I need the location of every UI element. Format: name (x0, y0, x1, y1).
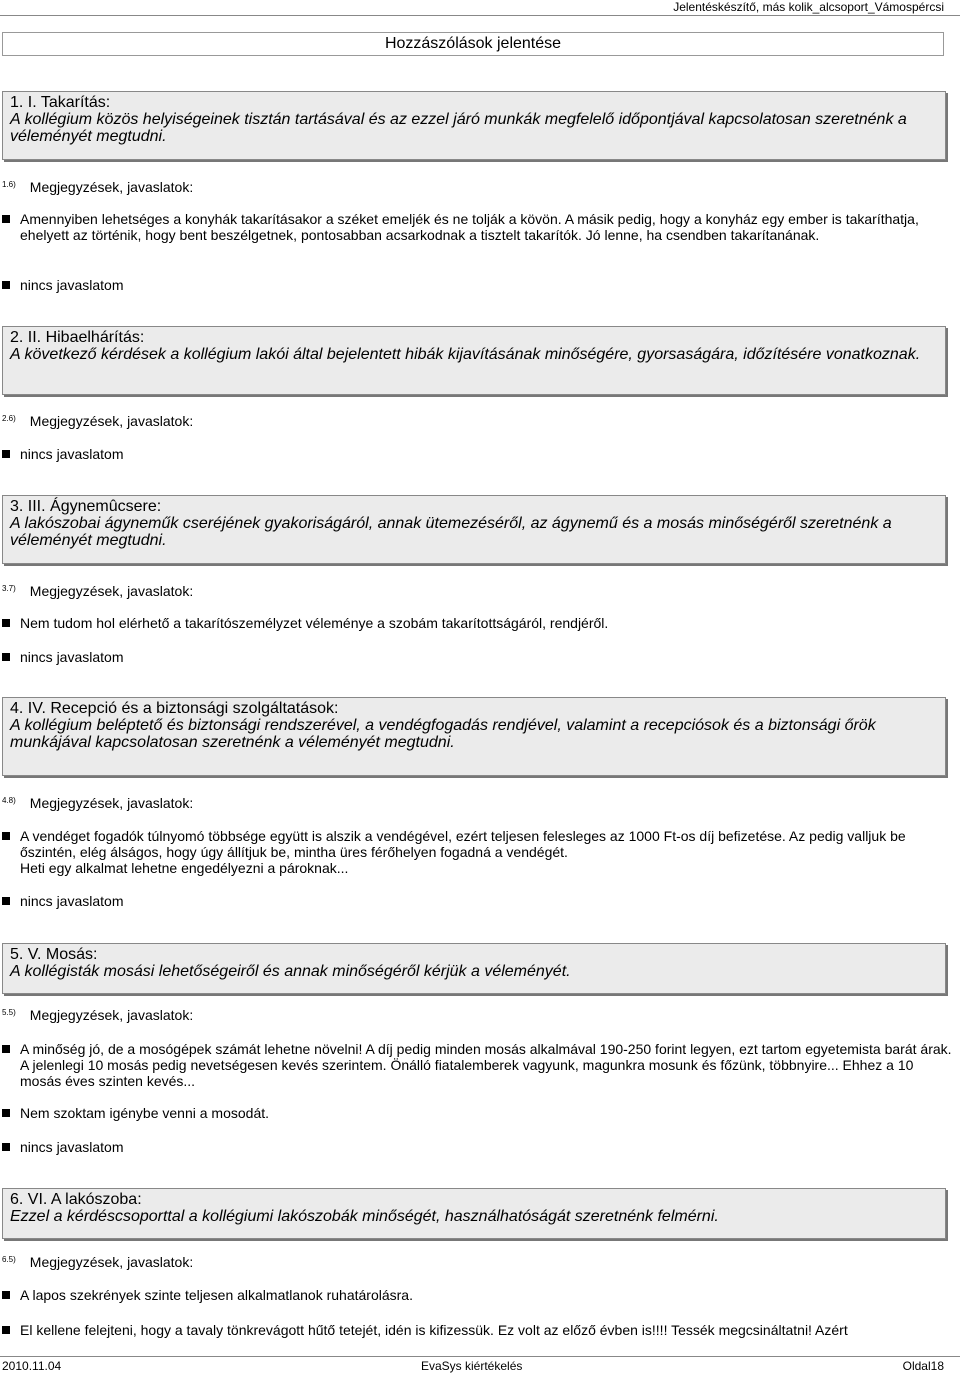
comment-text: nincs javaslatom (20, 893, 124, 909)
comment-text-part: Amennyiben lehetséges a konyhák takarításakor a széket emeljék és ne tolják a kövön. (20, 211, 562, 227)
comment-item (2, 1139, 957, 1155)
bullet-icon (2, 450, 10, 458)
bullet-icon (2, 832, 10, 840)
comment-item (2, 615, 957, 631)
bullet-icon (2, 1143, 10, 1151)
question-label-text: Megjegyzések, javaslatok: (29, 583, 194, 599)
section-description: A következő kérdések a kollégium lakói által bejelentett hibák kijavításának minőségére, gyorsaságára, időzítésére vonatkoznak. (10, 346, 921, 363)
footer-center: EvaSys kiértékelés (421, 1359, 523, 1373)
question-label (2, 1254, 193, 1270)
question-number: 5.5) (2, 1008, 16, 1017)
question-label-text: Megjegyzések, javaslatok: (29, 1007, 194, 1023)
question-label (2, 179, 193, 195)
question-number: 3.7) (2, 584, 16, 593)
section-description: A kollégium beléptető és biztonsági rendszerével, a vendégfogadás rendjével, valamint a recepciósok és a biztonsági őrök munkájával kapcsolatosan szeretnénk a véleményét megtudni. (10, 717, 876, 751)
section-description: A kollégium közös helyiségeinek tisztán tartásával és az ezzel járó munkák megfelelő időpontjával kapcsolatosan szeretnénk a véleményét megtudni. (10, 111, 907, 145)
comment-item (2, 1041, 957, 1089)
comment-item (2, 211, 957, 243)
bullet-icon (2, 653, 10, 661)
question-label-text: Megjegyzések, javaslatok: (29, 1254, 194, 1270)
comment-text: nincs javaslatom (20, 649, 124, 665)
question-number: 1.6) (2, 180, 16, 189)
section-title: 5. V. Mosás: (10, 946, 98, 963)
section-box-2 (2, 326, 946, 395)
comment-item (2, 649, 957, 665)
question-label-text: Megjegyzések, javaslatok: (29, 413, 194, 429)
header-divider (0, 15, 960, 16)
comment-text: A vendéget fogadók túlnyomó többsége együtt is alszik a vendégével, ezért teljesen felesleges az 1000 Ft-os díj befizetése. Az pedig valljuk be őszintén, elég álságos, hogy úgy állítjuk be, mintha üres férőhelyen fogadná a vendégét. Heti egy alkalmat lehetne engedélyezni a pároknak... (20, 828, 906, 876)
bullet-icon (2, 1326, 10, 1334)
section-description: A kollégisták mosási lehetőségeiről és annak minőségéről kérjük a véleményét. (10, 963, 571, 980)
comment-item (2, 1105, 957, 1121)
question-label (2, 1007, 193, 1023)
comment-text: Nem tudom hol elérhető a takarítószemélyzet véleménye a szobám takarítottságáról, rendjéről. (20, 615, 609, 631)
section-title: 4. IV. Recepció és a biztonsági szolgáltatások: (10, 700, 339, 717)
comment-text-part: A másik pedig, hogy a konyház egy ember is takaríthatja, ehelyett az történik, hogy bent beszélgetnek, pontosabban acsarkodnak a tisztelt takarítók. Jó lenne, ha csendben takarítanának. (20, 211, 923, 243)
section-title: 3. III. Ágynemûcsere: (10, 498, 162, 515)
question-number: 2.6) (2, 414, 16, 423)
section-box-3 (2, 495, 946, 564)
comment-item (2, 828, 957, 876)
comment-text: A lapos szekrények szinte teljesen alkalmatlanok ruhatárolásra. (20, 1287, 413, 1303)
footer-divider (0, 1356, 960, 1357)
section-title: 1. I. Takarítás: (10, 94, 111, 111)
question-label-text: Megjegyzések, javaslatok: (29, 795, 194, 811)
section-title: 6. VI. A lakószoba: (10, 1191, 142, 1208)
footer-page: Oldal18 (902, 1359, 944, 1373)
comment-text (20, 211, 957, 243)
question-label (2, 413, 193, 429)
comment-item (2, 893, 957, 909)
question-number: 4.8) (2, 796, 16, 805)
section-box-1 (2, 91, 946, 160)
section-box-4 (2, 697, 946, 776)
bullet-icon (2, 619, 10, 627)
header-right-text: Jelentéskészítő, más kolik_alcsoport_Vámospércsi (673, 0, 944, 14)
bullet-icon (2, 1291, 10, 1299)
comment-text: nincs javaslatom (20, 1139, 124, 1155)
section-box-6 (2, 1188, 946, 1239)
comment-text: El kellene felejteni, hogy a tavaly tönkrevágott hűtő tetejét, idén is kifizessük. Ez volt az előző évben is!!!! Tessék megcsináltatni! Azért (20, 1322, 848, 1338)
section-description: A lakószobai ágyneműk cseréjének gyakoriságáról, annak ütemezéséről, az ágynemű és a mosás minőségéről szeretnénk a véleményét megtudni. (10, 515, 892, 549)
question-number: 6.5) (2, 1255, 16, 1264)
comment-text: A minőség jó, de a mosógépek számát lehetne növelni! A díj pedig minden mosás alkalmával 190-250 forint legyen, ezt tartom egyetemista barát árak. A jelenlegi 10 mosás pedig nevetségesen kevés szerintem. Önálló fiatalemberek vagyunk, magunkra mosunk és főzünk, többnyire... Ehhez a 10 mosás éves szinten kevés... (20, 1041, 955, 1089)
bullet-icon (2, 1045, 10, 1053)
comment-item (2, 1287, 957, 1303)
bullet-icon (2, 215, 10, 223)
section-box-5 (2, 943, 946, 994)
section-title: 2. II. Hibaelhárítás: (10, 329, 145, 346)
comment-item (2, 446, 957, 462)
bullet-icon (2, 1109, 10, 1117)
comment-text: nincs javaslatom (20, 277, 124, 293)
footer-date: 2010.11.04 (2, 1359, 62, 1373)
question-label (2, 583, 193, 599)
comment-item (2, 1322, 957, 1338)
comment-text: Nem szoktam igénybe venni a mosodát. (20, 1105, 270, 1121)
bullet-icon (2, 897, 10, 905)
report-title: Hozzászólások jelentése (2, 32, 944, 56)
question-label-text: Megjegyzések, javaslatok: (29, 179, 194, 195)
comment-item (2, 277, 957, 293)
comment-text: nincs javaslatom (20, 446, 124, 462)
bullet-icon (2, 281, 10, 289)
question-label (2, 795, 193, 811)
section-description: Ezzel a kérdéscsoporttal a kollégiumi lakószobák minőségét, használhatóságát szeretnénk felmérni. (10, 1208, 719, 1225)
